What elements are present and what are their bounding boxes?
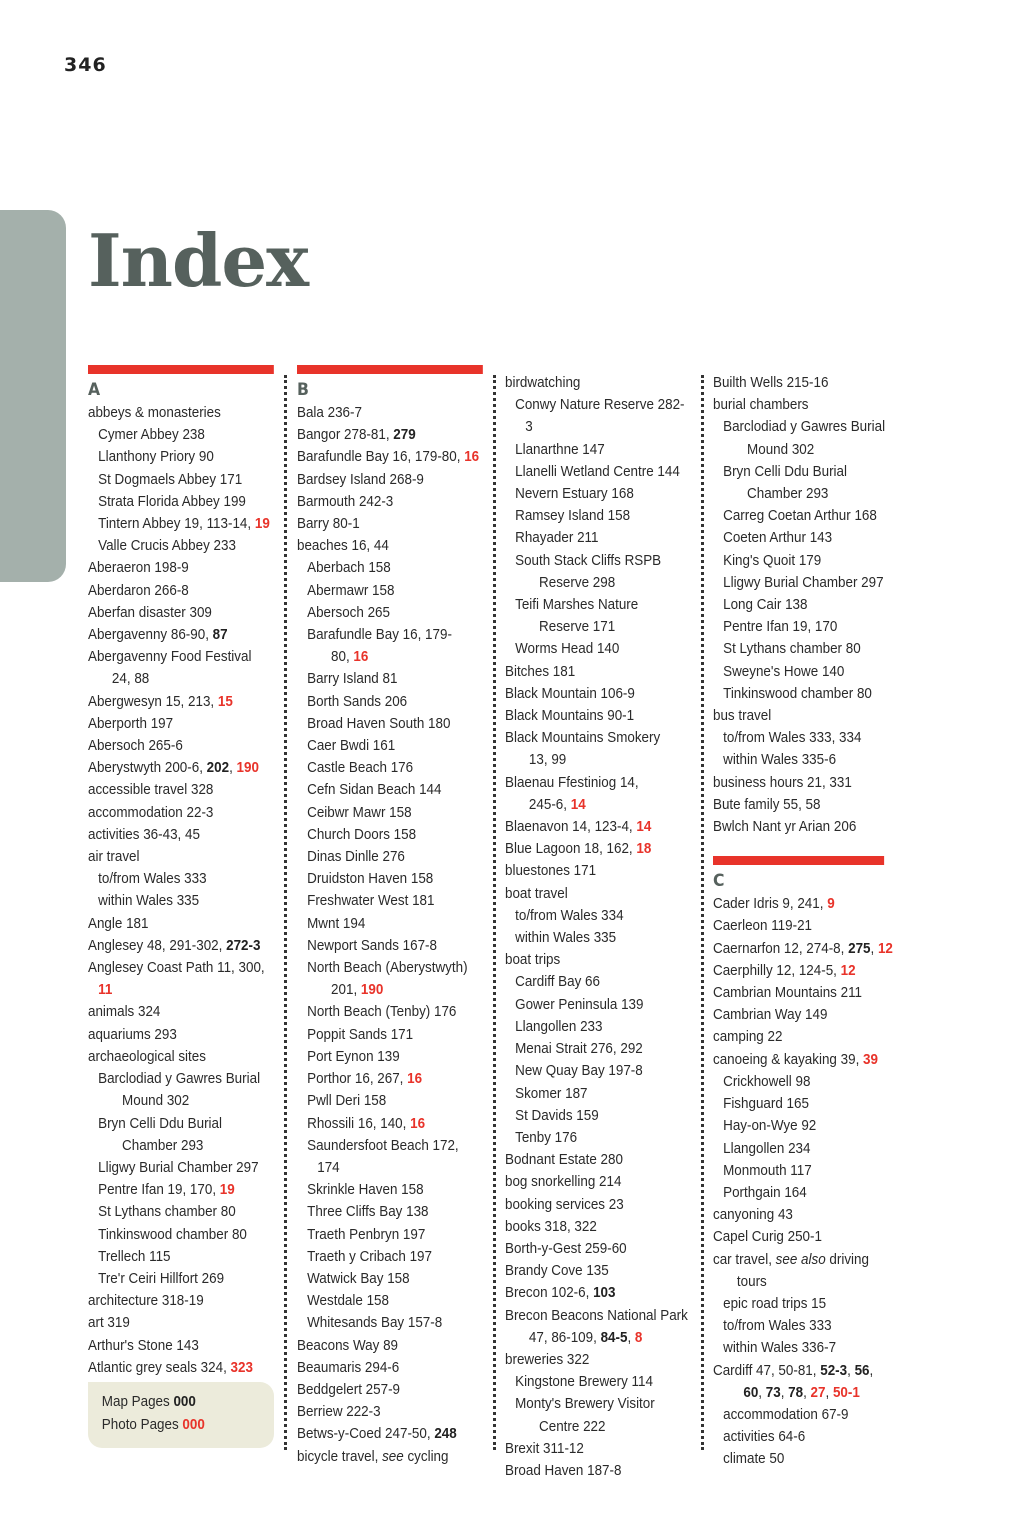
index-entry: Bute family 55, 58 xyxy=(713,796,821,813)
entry-text: Blaenau Ffestiniog 14, xyxy=(505,774,639,791)
index-entry xyxy=(713,960,897,982)
photo-page-ref: 12 xyxy=(840,962,856,979)
photo-page-ref: 323 xyxy=(230,1359,253,1376)
photo-page-ref: 50-1 xyxy=(832,1384,860,1401)
index-entry: Bitches 181 xyxy=(505,663,576,680)
index-subentry: Gower Peninsula 139 xyxy=(515,996,644,1013)
index-entry: bus travel xyxy=(713,708,772,725)
photo-page-ref: 27 xyxy=(810,1384,826,1401)
index-subentry: Saundersfoot Beach 172, 174 xyxy=(307,1137,459,1176)
index-entry xyxy=(88,646,272,690)
index-subentry: within Wales 335 xyxy=(98,893,200,910)
index-subentry: Cymer Abbey 238 xyxy=(98,427,205,444)
column-divider xyxy=(701,375,704,1450)
photo-page-ref: 14 xyxy=(636,819,652,836)
entry-text: South Stack Cliffs RSPB xyxy=(515,552,662,569)
section-letter-a: A xyxy=(88,380,101,400)
index-subentry: Strata Florida Abbey 199 xyxy=(98,493,246,510)
entry-text-continued xyxy=(317,646,481,668)
entry-text: Blaenavon 14, 123-4, xyxy=(505,819,637,836)
index-entry: Bodnant Estate 280 xyxy=(505,1152,623,1169)
entry-text: Tintern Abbey 19, 113-14, xyxy=(98,516,255,533)
separator: , xyxy=(870,940,878,957)
index-entry: accommodation 22-3 xyxy=(88,804,214,821)
index-entry: Arthur's Stone 143 xyxy=(88,1337,199,1354)
index-subentry: Tenby 176 xyxy=(515,1129,578,1146)
index-subentry: Tinkinswood chamber 80 xyxy=(723,685,872,702)
separator: , xyxy=(758,1384,766,1401)
entry-text: Brecon 102-6, xyxy=(505,1285,594,1302)
index-subentry: Poppit Sands 171 xyxy=(307,1026,414,1043)
index-subentry: Cefn Sidan Beach 144 xyxy=(307,782,442,799)
entry-text: Abergwesyn 15, 213, xyxy=(88,693,218,710)
index-entry: Black Mountain 106-9 xyxy=(505,685,635,702)
index-entry: Caerleon 119-21 xyxy=(713,918,813,935)
index-subentry: Tre'r Ceiri Hillfort 269 xyxy=(98,1270,225,1287)
index-subentry: Rhayader 211 xyxy=(515,530,599,547)
index-subentry: St Lythans chamber 80 xyxy=(723,641,861,658)
index-subentry: climate 50 xyxy=(723,1451,785,1468)
index-subentry: epic road trips 15 xyxy=(723,1295,827,1312)
entry-text-continued: Mound 302 xyxy=(747,441,815,458)
index-subentry: within Wales 336-7 xyxy=(723,1340,837,1357)
index-entry: Angle 181 xyxy=(88,915,149,932)
index-subentry: Carreg Coetan Arthur 168 xyxy=(723,508,877,525)
index-subentry: Llanthony Priory 90 xyxy=(98,449,214,466)
index-entry: breweries 322 xyxy=(505,1351,590,1368)
index-subentry: to/from Wales 333 xyxy=(98,871,207,888)
entry-text: Abergavenny 86-90, xyxy=(88,627,213,644)
index-entry: Bwlch Nant yr Arian 206 xyxy=(713,819,857,836)
index-entry: animals 324 xyxy=(88,1004,161,1021)
index-entry xyxy=(88,935,272,957)
index-entry: canyoning 43 xyxy=(713,1207,793,1224)
index-subentry: Traeth Penbryn 197 xyxy=(307,1226,426,1243)
photo-page-ref: 14 xyxy=(570,796,586,813)
entry-text-continued: Chamber 293 xyxy=(122,1137,204,1154)
index-entry xyxy=(505,1282,689,1304)
section-bar xyxy=(713,856,884,865)
map-page-ref: 103 xyxy=(593,1285,616,1302)
index-subentry: Trellech 115 xyxy=(98,1248,171,1265)
index-entry: Bardsey Island 268-9 xyxy=(297,471,424,488)
index-column-1 xyxy=(88,365,272,1379)
index-subentry xyxy=(505,550,689,594)
index-entry: activities 36-43, 45 xyxy=(88,826,200,843)
index-subentry: Nevern Estuary 168 xyxy=(515,486,634,503)
entry-text: Bryn Celli Ddu Burial xyxy=(98,1115,222,1132)
map-page-ref: 60 xyxy=(743,1384,759,1401)
photo-page-ref: 39 xyxy=(863,1051,878,1068)
index-subentry: North Beach (Tenby) 176 xyxy=(307,1004,457,1021)
index-entry: Brexit 311-12 xyxy=(505,1440,584,1457)
index-subentry xyxy=(88,1113,272,1157)
index-subentry: Druidston Haven 158 xyxy=(307,871,434,888)
index-subentry: to/from Wales 333 xyxy=(723,1318,832,1335)
entry-text-continued: Centre 222 xyxy=(539,1418,606,1435)
index-subentry xyxy=(297,1068,481,1090)
map-page-ref: 279 xyxy=(393,427,416,444)
index-subentry: Mwnt 194 xyxy=(307,915,366,932)
entry-text: canoeing & kayaking 39, xyxy=(713,1051,864,1068)
entry-text: Barafundle Bay 16, 179- xyxy=(307,627,452,644)
index-subentry: Skrinkle Haven 158 xyxy=(307,1182,424,1199)
photo-page-ref: 16 xyxy=(410,1115,426,1132)
index-entry xyxy=(505,838,689,860)
entry-text: 80, xyxy=(331,649,354,666)
index-entry: burial chambers xyxy=(713,397,809,414)
index-subentry: Freshwater West 181 xyxy=(307,893,435,910)
entry-text-continued: tours xyxy=(736,1273,767,1290)
index-entry xyxy=(297,1423,481,1445)
index-subentry: Porthgain 164 xyxy=(723,1184,807,1201)
entry-text-continued: Mound 302 xyxy=(122,1093,190,1110)
index-entry xyxy=(713,1249,897,1293)
index-entry: Abersoch 265-6 xyxy=(88,738,183,755)
photo-page-ref: 11 xyxy=(98,982,113,999)
index-subentry: Crickhowell 98 xyxy=(723,1073,811,1090)
index-entry: Capel Curig 250-1 xyxy=(713,1229,822,1246)
entry-text: 245-6, xyxy=(528,796,571,813)
column-divider xyxy=(493,375,496,1450)
entry-text: bicycle travel, xyxy=(297,1448,383,1465)
cross-reference-target: cycling xyxy=(403,1448,449,1465)
index-subentry: Hay-on-Wye 92 xyxy=(723,1118,817,1135)
map-page-ref: 84-5 xyxy=(600,1329,628,1346)
index-subentry: Broad Haven South 180 xyxy=(307,715,451,732)
index-entry: Aberdaron 266-8 xyxy=(88,582,189,599)
index-column-2 xyxy=(297,365,481,1468)
index-subentry: Abermawr 158 xyxy=(307,582,395,599)
section-bar xyxy=(88,365,274,374)
photo-page-ref: 15 xyxy=(217,693,233,710)
entry-text: Cardiff 47, 50-81, xyxy=(713,1362,821,1379)
index-subentry xyxy=(297,1113,481,1135)
index-subentry: Traeth y Cribach 197 xyxy=(307,1248,432,1265)
entry-text-continued xyxy=(317,979,481,1001)
index-subentry: Worms Head 140 xyxy=(515,641,620,658)
entry-text: Aberystwyth 200-6, xyxy=(88,760,207,777)
index-subentry xyxy=(505,1393,689,1437)
page-type-legend xyxy=(88,1382,274,1448)
photo-page-ref: 190 xyxy=(236,760,259,777)
index-entry: birdwatching xyxy=(505,375,581,391)
index-subentry: Westdale 158 xyxy=(307,1293,389,1310)
index-entry: boat travel xyxy=(505,885,568,902)
index-entry: Berriew 222-3 xyxy=(297,1404,381,1421)
index-entry: archaeological sites xyxy=(88,1048,206,1065)
index-entry: Builth Wells 215-16 xyxy=(713,375,829,391)
index-entry xyxy=(88,957,272,1001)
index-entry xyxy=(505,727,689,771)
index-subentry: St Lythans chamber 80 xyxy=(98,1204,236,1221)
entry-text: Bangor 278-81, xyxy=(297,427,394,444)
map-page-ref: 52-3 xyxy=(820,1362,848,1379)
index-subentry: Llanelli Wetland Centre 144 xyxy=(515,463,680,480)
entry-text: Anglesey Coast Path 11, 300, xyxy=(88,960,265,977)
index-subentry: Menai Strait 276, 292 xyxy=(515,1041,643,1058)
index-subentry: Ramsey Island 158 xyxy=(515,508,631,525)
index-entry: Cambrian Mountains 211 xyxy=(713,985,863,1002)
index-entry: Barry 80-1 xyxy=(297,516,360,533)
entry-text: 47, 86-109, xyxy=(528,1329,601,1346)
index-subentry: to/from Wales 334 xyxy=(515,907,624,924)
entry-text: Barafundle Bay 16, 179-80, xyxy=(297,449,465,466)
index-subentry: New Quay Bay 197-8 xyxy=(515,1063,643,1080)
index-subentry: Kingstone Brewery 114 xyxy=(515,1374,653,1391)
entry-text: Teifi Marshes Nature xyxy=(515,597,639,614)
index-entry: Black Mountains 90-1 xyxy=(505,708,635,725)
index-subentry: Sweyne's Howe 140 xyxy=(723,663,845,680)
legend-map-value: 000 xyxy=(173,1394,196,1410)
entry-text: Brecon Beacons National Park xyxy=(505,1307,688,1324)
photo-page-ref: 16 xyxy=(407,1071,423,1088)
entry-text: Rhossili 16, 140, xyxy=(307,1115,411,1132)
index-subentry: Newport Sands 167-8 xyxy=(307,937,437,954)
section-spacer xyxy=(713,838,897,856)
entry-text-continued: 24, 88 xyxy=(111,671,150,688)
photo-page-ref: 16 xyxy=(353,649,369,666)
index-entry xyxy=(505,772,689,816)
index-subentry: within Wales 335 xyxy=(515,930,617,947)
index-entry xyxy=(713,1360,897,1404)
index-subentry: Pentre Ifan 19, 170 xyxy=(723,619,838,636)
index-subentry: Barry Island 81 xyxy=(307,671,398,688)
index-subentry: Lligwy Burial Chamber 297 xyxy=(98,1159,259,1176)
entry-text-continued: Reserve 298 xyxy=(539,574,616,591)
index-subentry: Pwll Deri 158 xyxy=(307,1093,387,1110)
separator: , xyxy=(869,1362,874,1379)
index-subentry: Dinas Dinlle 276 xyxy=(307,849,405,866)
index-subentry: King's Quoit 179 xyxy=(723,552,822,569)
index-entry xyxy=(88,757,272,779)
separator: , xyxy=(803,1384,811,1401)
index-entry xyxy=(713,893,897,915)
index-entry xyxy=(505,1305,689,1349)
index-entry: Aberporth 197 xyxy=(88,715,174,732)
index-subentry: Castle Beach 176 xyxy=(307,760,414,777)
index-subentry: Llangollen 233 xyxy=(515,1018,603,1035)
index-entry xyxy=(297,446,481,468)
cross-reference-see-also: see also xyxy=(775,1251,826,1268)
entry-text: Blue Lagoon 18, 162, xyxy=(505,841,637,858)
index-subentry: St Davids 159 xyxy=(515,1107,599,1124)
legend-photo-pages xyxy=(102,1414,259,1437)
map-page-ref: 248 xyxy=(434,1426,457,1443)
entry-text: Caerphilly 12, 124-5, xyxy=(713,962,841,979)
map-page-ref: 87 xyxy=(212,627,228,644)
index-subentry: Coeten Arthur 143 xyxy=(723,530,833,547)
index-column-4 xyxy=(713,372,897,1471)
entry-text-continued: Reserve 171 xyxy=(539,619,616,636)
entry-text: Porthor 16, 267, xyxy=(307,1071,408,1088)
index-subentry: Llanarthne 147 xyxy=(515,441,605,458)
entry-text: Anglesey 48, 291-302, xyxy=(88,937,227,954)
index-subentry xyxy=(713,416,897,460)
separator: , xyxy=(825,1384,833,1401)
photo-page-ref: 190 xyxy=(360,982,384,999)
index-entry: booking services 23 xyxy=(505,1196,624,1213)
entry-text: Pentre Ifan 19, 170, xyxy=(98,1182,220,1199)
photo-page-ref: 16 xyxy=(464,449,480,466)
index-subentry: Aberbach 158 xyxy=(307,560,391,577)
entry-text: car travel, xyxy=(713,1251,776,1268)
column-divider xyxy=(284,375,287,1450)
index-entry: books 318, 322 xyxy=(505,1218,597,1235)
index-subentry: Watwick Bay 158 xyxy=(307,1270,410,1287)
index-subentry: St Dogmaels Abbey 171 xyxy=(98,471,243,488)
index-entry: bluestones 171 xyxy=(505,863,597,880)
entry-text: Monty's Brewery Visitor xyxy=(515,1396,655,1413)
index-subentry xyxy=(297,624,481,668)
section-bar xyxy=(297,365,483,374)
separator: , xyxy=(627,1329,635,1346)
index-entry xyxy=(88,691,272,713)
section-letter-c: C xyxy=(713,871,725,892)
index-entry: Beaumaris 294-6 xyxy=(297,1359,400,1376)
index-subentry: Whitesands Bay 157-8 xyxy=(307,1315,443,1332)
index-entry xyxy=(88,1357,272,1379)
index-column-3 xyxy=(505,372,689,1482)
index-subentry: Valle Crucis Abbey 233 xyxy=(98,538,236,555)
photo-page-ref: 8 xyxy=(634,1329,643,1346)
entry-text-continued xyxy=(515,1327,689,1349)
index-subentry: Cardiff Bay 66 xyxy=(515,974,600,991)
index-entry: Cambrian Way 149 xyxy=(713,1007,828,1024)
map-page-ref: 272-3 xyxy=(226,937,261,954)
cross-reference-target: driving xyxy=(825,1251,869,1268)
legend-photo-value: 000 xyxy=(182,1417,205,1433)
legend-photo-label: Photo Pages xyxy=(101,1417,183,1433)
index-subentry: Port Eynon 139 xyxy=(307,1048,400,1065)
index-entry: architecture 318-19 xyxy=(88,1293,204,1310)
index-entry xyxy=(505,816,689,838)
map-page-ref: 56 xyxy=(854,1362,870,1379)
index-entry: art 319 xyxy=(88,1315,130,1332)
index-entry: Broad Haven 187-8 xyxy=(505,1462,622,1479)
page-number: 346 xyxy=(64,54,107,76)
page-title: Index xyxy=(88,218,309,303)
index-subentry: Llangollen 234 xyxy=(723,1140,811,1157)
index-entry: Bala 236-7 xyxy=(297,405,362,421)
entry-text: Caernarfon 12, 274-8, xyxy=(713,940,849,957)
index-subentry: activities 64-6 xyxy=(723,1429,806,1446)
index-entry xyxy=(297,1446,481,1468)
index-entry: aquariums 293 xyxy=(88,1026,177,1043)
legend-map-pages xyxy=(102,1391,259,1414)
index-entry: business hours 21, 331 xyxy=(713,774,852,791)
section-side-tab xyxy=(0,210,66,582)
index-entry: Brandy Cove 135 xyxy=(505,1263,609,1280)
index-entry: Beacons Way 89 xyxy=(297,1337,398,1354)
photo-page-ref: 18 xyxy=(636,841,652,858)
entry-text: Betws-y-Coed 247-50, xyxy=(297,1426,435,1443)
cross-reference-see: see xyxy=(382,1448,404,1465)
index-entry: camping 22 xyxy=(713,1029,783,1046)
entry-text: Bryn Celli Ddu Burial xyxy=(723,463,847,480)
entry-text: Cader Idris 9, 241, xyxy=(713,896,828,913)
entry-text: Black Mountains Smokery xyxy=(505,730,661,747)
index-subentry: Fishguard 165 xyxy=(723,1096,809,1113)
map-page-ref: 78 xyxy=(788,1384,804,1401)
entry-text: Atlantic grey seals 324, xyxy=(88,1359,231,1376)
index-entry: boat trips xyxy=(505,952,561,969)
index-subentry: Conwy Nature Reserve 282-3 xyxy=(515,397,685,436)
map-page-ref: 202 xyxy=(206,760,230,777)
separator: , xyxy=(229,760,237,777)
photo-page-ref: 9 xyxy=(827,896,835,913)
index-entry xyxy=(297,424,481,446)
entry-text-continued: Chamber 293 xyxy=(747,486,829,503)
index-subentry xyxy=(88,513,272,535)
index-entry: Aberaeron 198-9 xyxy=(88,560,189,577)
index-entry: abbeys & monasteries xyxy=(88,405,221,421)
index-subentry: Tinkinswood chamber 80 xyxy=(98,1226,247,1243)
entry-text-continued xyxy=(515,794,689,816)
photo-page-ref: 19 xyxy=(254,516,270,533)
index-subentry: Church Doors 158 xyxy=(307,826,417,843)
section-letter-b: B xyxy=(297,380,309,400)
index-entry: accessible travel 328 xyxy=(88,782,214,799)
index-entry xyxy=(88,624,272,646)
photo-page-ref: 19 xyxy=(219,1182,235,1199)
index-entry: air travel xyxy=(88,849,140,866)
index-subentry xyxy=(88,1179,272,1201)
index-subentry: Lligwy Burial Chamber 297 xyxy=(723,574,884,591)
index-subentry: Long Cair 138 xyxy=(723,597,808,614)
map-page-ref: 73 xyxy=(765,1384,781,1401)
index-entry: beaches 16, 44 xyxy=(297,538,389,555)
index-entry: Borth-y-Gest 259-60 xyxy=(505,1240,627,1257)
entry-text-continued xyxy=(723,1382,897,1404)
index-entry: Barmouth 242-3 xyxy=(297,493,394,510)
index-subentry xyxy=(713,461,897,505)
index-subentry: Three Cliffs Bay 138 xyxy=(307,1204,429,1221)
separator: , xyxy=(780,1384,789,1401)
index-subentry: Monmouth 117 xyxy=(723,1162,812,1179)
index-subentry: accommodation 67-9 xyxy=(723,1406,849,1423)
entry-text-continued: 13, 99 xyxy=(528,752,567,769)
index-entry: Beddgelert 257-9 xyxy=(297,1381,401,1398)
map-page-ref: 275 xyxy=(848,940,871,957)
entry-text: Abergavenny Food Festival xyxy=(88,649,252,666)
index-entry xyxy=(713,938,897,960)
entry-text: Barclodiad y Gawres Burial xyxy=(723,419,886,436)
photo-page-ref: 12 xyxy=(877,940,893,957)
index-subentry: to/from Wales 333, 334 xyxy=(723,730,862,747)
index-subentry xyxy=(297,957,481,1001)
index-subentry: within Wales 335-6 xyxy=(723,752,837,769)
legend-map-label: Map Pages xyxy=(101,1394,174,1410)
index-entry: bog snorkelling 214 xyxy=(505,1174,622,1191)
index-subentry: Ceibwr Mawr 158 xyxy=(307,804,412,821)
index-subentry xyxy=(88,1068,272,1112)
index-subentry xyxy=(505,594,689,638)
separator: , xyxy=(847,1362,855,1379)
entry-text: Barclodiad y Gawres Burial xyxy=(98,1071,261,1088)
index-subentry: Caer Bwdi 161 xyxy=(307,738,396,755)
index-subentry: Skomer 187 xyxy=(515,1085,588,1102)
index-entry xyxy=(713,1049,897,1071)
index-subentry: Borth Sands 206 xyxy=(307,693,408,710)
entry-text: North Beach (Aberystwyth) xyxy=(307,960,468,977)
index-entry: Aberfan disaster 309 xyxy=(88,604,212,621)
index-subentry: Abersoch 265 xyxy=(307,604,390,621)
entry-text: 201, xyxy=(331,982,361,999)
